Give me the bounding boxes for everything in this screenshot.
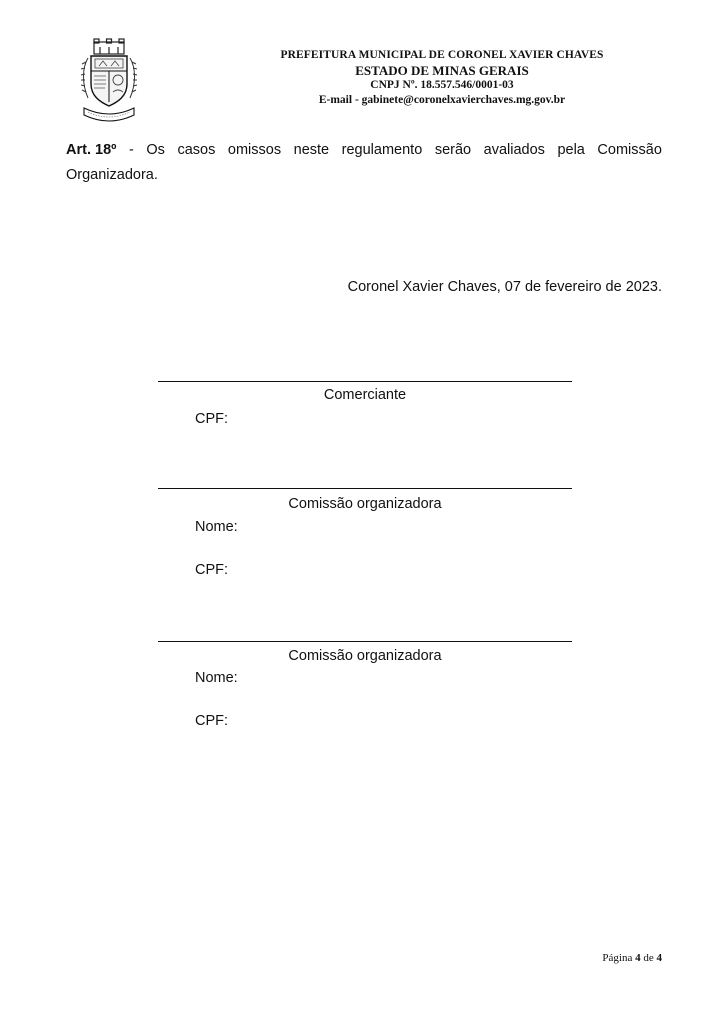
municipality-name: PREFEITURA MUNICIPAL DE CORONEL XAVIER CHAVES [280, 49, 604, 61]
signature-title-committee-2: Comissão organizadora [288, 648, 442, 664]
article-word: serão [434, 142, 472, 158]
article-word: omissos [227, 142, 282, 158]
article-word: regulamento [341, 142, 423, 158]
coat-of-arms-icon [80, 38, 138, 124]
article-word: neste [293, 142, 330, 158]
committee-2-name-label: Nome: [195, 670, 238, 686]
signature-title-merchant: Comerciante [323, 387, 407, 403]
total-pages: 4 [656, 952, 662, 964]
article-line-2: Organizadora. [66, 167, 158, 183]
article-word: - [128, 142, 134, 158]
letterhead [230, 48, 654, 108]
page-word: Página [602, 952, 633, 964]
article-word: casos [177, 142, 216, 158]
page-number [602, 952, 662, 964]
committee-2-cpf-label: CPF: [195, 713, 229, 729]
article-word: Os [146, 142, 165, 158]
signature-line-committee-1 [158, 488, 572, 489]
state-name: ESTADO DE MINAS GERAIS [355, 63, 529, 78]
email: E-mail - gabinete@coronelxavierchaves.mg.gov.br [318, 94, 566, 106]
signature-line-merchant [158, 381, 572, 382]
signature-title-committee-1: Comissão organizadora [288, 496, 442, 512]
article-18 [66, 138, 662, 188]
committee-1-name-label: Nome: [195, 519, 238, 535]
committee-1-cpf-label: CPF: [195, 562, 229, 578]
of-word: de [643, 952, 654, 964]
article-word: avaliados [483, 142, 545, 158]
article-label: Art. 18º [66, 142, 117, 158]
signature-line-committee-2 [158, 641, 572, 642]
cnpj: CNPJ Nº. 18.557.546/0001-03 [370, 79, 514, 91]
current-page: 4 [635, 952, 641, 964]
date-place-line: Coronel Xavier Chaves, 07 de fevereiro de 2023. [347, 279, 662, 295]
article-word: Comissão [597, 142, 662, 158]
article-word: pela [557, 142, 585, 158]
merchant-cpf-label: CPF: [195, 411, 229, 427]
article-line-1 [66, 138, 662, 163]
